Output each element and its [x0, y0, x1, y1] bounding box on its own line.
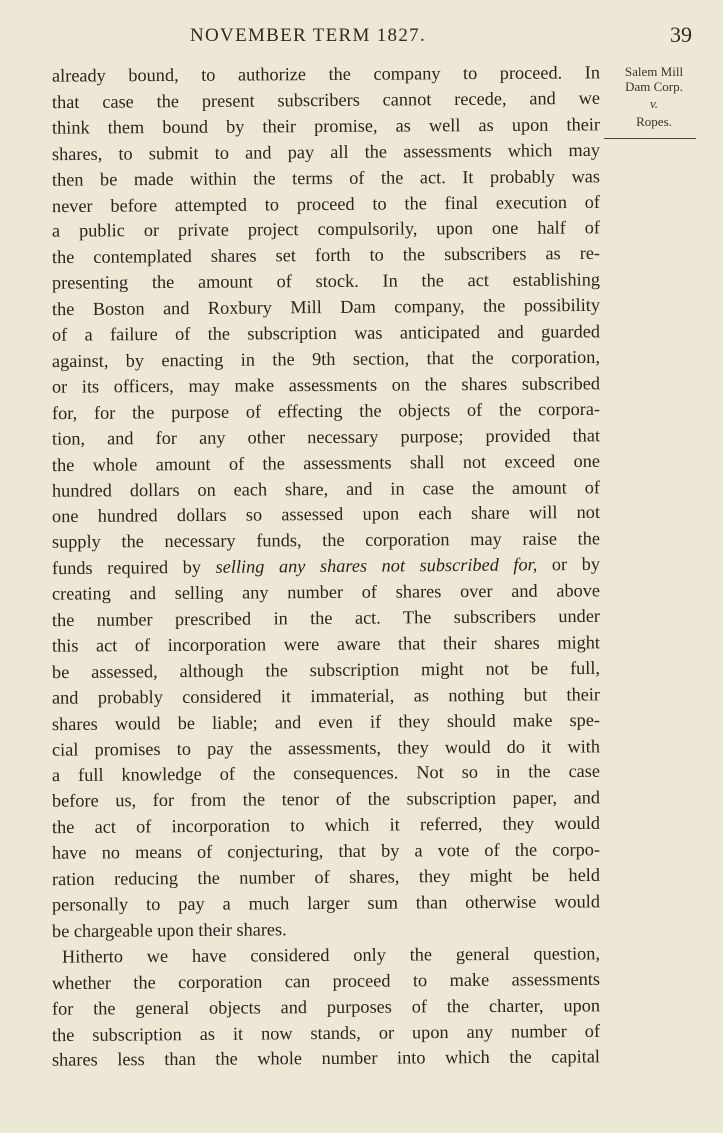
text-line: that case the present subscribers cannot recede, and we	[51, 87, 601, 113]
text-line: think them bound by their promise, as well as upon their	[51, 114, 601, 138]
text-line: whether the corporation can proceed to make assessments	[51, 968, 601, 993]
text-line: already bound, to authorize the company to proceed. In	[51, 62, 601, 86]
text-line: the contemplated shares set forth to the subscribers as re-	[51, 243, 601, 268]
text-line: hundred dollars on each share, and in case the amount of	[51, 476, 601, 501]
paragraph-end-line: be chargeable upon their shares.	[51, 919, 287, 942]
text-line: the number prescribed in the act. The subscribers under	[51, 605, 601, 631]
text-line: and probably considered it immaterial, as nothing but their	[51, 684, 601, 708]
text-line: or its officers, may make assessments on the shares subscribed	[51, 373, 601, 397]
citation-line-2: Dam Corp.	[625, 79, 683, 94]
text-line: the whole amount of the assessments shall not exceed one	[51, 450, 601, 475]
text-line-with-italic	[52, 552, 600, 582]
text-line: supply the necessary funds, the corporation may raise the	[51, 528, 601, 552]
text-line: against, by enacting in the 9th section, that the corporation,	[51, 346, 601, 372]
text-line: the act of incorporation to which it referred, they would	[51, 813, 601, 838]
text-line: be assessed, although the subscription might not be full,	[51, 657, 601, 682]
text-line: have no means of conjecturing, that by a vote of the corpo-	[51, 839, 601, 863]
running-head: NOVEMBER TERM 1827.	[190, 25, 427, 46]
text-line: one hundred dollars so assessed upon each share will not	[51, 502, 601, 527]
text-line: a full knowledge of the consequences. Not so in the case	[51, 761, 601, 786]
margin-case-citation	[604, 64, 704, 130]
page-header	[0, 22, 723, 54]
text-line: tion, and for any other necessary purpose; provided that	[51, 425, 601, 449]
text-line: cial promises to pay the assessments, they would do it with	[51, 735, 601, 760]
text-line: ration reducing the number of shares, they might be held	[51, 864, 601, 890]
citation-line-1: Salem Mill	[624, 64, 684, 79]
italic-phrase: selling any shares not subscribed for,	[215, 554, 538, 578]
text-line: this act of incorporation were aware that their shares might	[51, 632, 601, 656]
text-line: before us, for from the tenor of the subscription paper, and	[51, 787, 601, 812]
text-line: a public or private project compulsorily, upon one half of	[51, 217, 601, 242]
margin-rule	[604, 138, 696, 139]
text-line: shares would be liable; and even if they should make spe-	[51, 709, 601, 734]
page-number: 39	[670, 22, 692, 47]
text-line: for, for the purpose of effecting the objects of the corpora-	[51, 398, 601, 423]
text-line: shares, to submit to and pay all the assessments which may	[51, 139, 601, 164]
citation-line-4: Ropes.	[636, 114, 672, 129]
citation-versus: v.	[649, 96, 659, 111]
text-line: the Boston and Roxbury Mill Dam company, the possibility	[51, 295, 601, 320]
text-line: personally to pay a much larger sum than otherwise would	[51, 891, 601, 915]
text-line: then be made within the terms of the act. It probably was	[51, 165, 601, 190]
text-line: presenting the amount of stock. In the act establishing	[51, 269, 601, 293]
text-fragment: funds required by	[51, 557, 216, 579]
body-text	[52, 62, 600, 1072]
text-line: for the general objects and purposes of the charter, upon	[51, 994, 601, 1019]
text-line: of a failure of the subscription was anticipated and guarded	[51, 321, 601, 345]
text-fragment: or by	[537, 554, 601, 575]
text-line: the subscription as it now stands, or upon any number of	[51, 1020, 601, 1045]
paragraph-start-line: Hitherto we have considered only the general question,	[61, 943, 601, 967]
text-line: creating and selling any number of shares over and above	[51, 580, 601, 604]
text-line: shares less than the whole number into which the capital	[51, 1046, 601, 1071]
text-line: never before attempted to proceed to the final execution of	[51, 191, 601, 216]
